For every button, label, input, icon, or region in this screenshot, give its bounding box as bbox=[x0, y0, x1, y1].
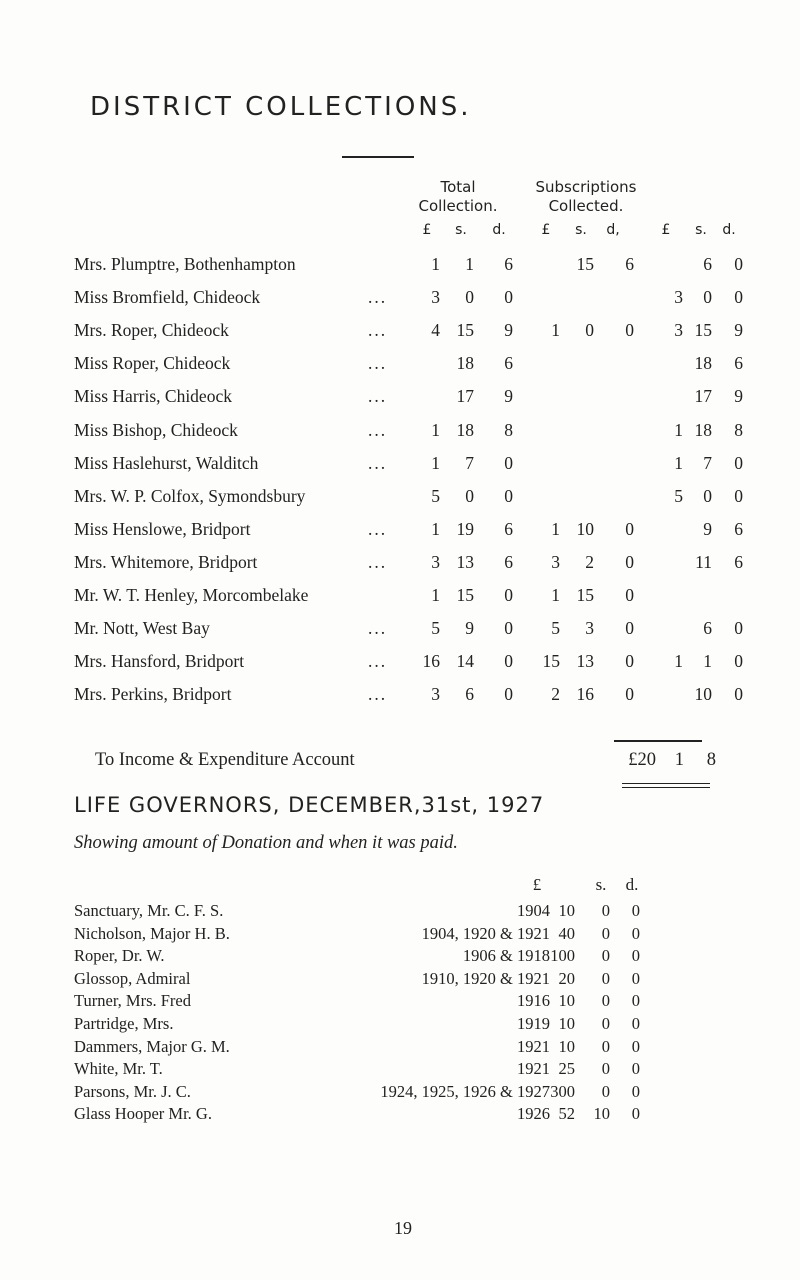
governor-name: Sanctuary, Mr. C. F. S. bbox=[74, 901, 224, 920]
donation-shillings: 0 bbox=[601, 1081, 610, 1101]
total-amount-cell: 0 bbox=[465, 287, 474, 308]
donation-pence: 0 bbox=[631, 1081, 640, 1101]
net-amount-cell: 6 bbox=[703, 618, 712, 639]
donation-pounds: 10 bbox=[558, 1014, 575, 1033]
unit-label: £ bbox=[541, 222, 551, 238]
donation-pence: 0 bbox=[631, 1014, 640, 1033]
donation-shillings: 0 bbox=[601, 901, 610, 920]
governor-name: Parsons, Mr. J. C. bbox=[74, 1081, 191, 1101]
unit-label: £ bbox=[661, 222, 671, 238]
total-amount-cell: 7 bbox=[465, 452, 474, 473]
subs-amount-cell: 1 bbox=[551, 320, 560, 341]
unit-label: s. bbox=[695, 222, 707, 238]
leader-dots: ... bbox=[368, 320, 388, 341]
subs-amount-cell: 5 bbox=[551, 618, 560, 639]
total-amount-cell: 3 bbox=[431, 551, 440, 572]
net-amount-cell: 11 bbox=[695, 551, 712, 572]
leader-dots: ... bbox=[368, 419, 388, 440]
donation-years: 1904, 1920 & 1921 bbox=[421, 923, 550, 943]
collector-name: Mrs. Plumptre, Bothenhampton bbox=[74, 254, 296, 274]
net-amount-cell: 1 bbox=[674, 419, 683, 440]
total-amount-cell: 1 bbox=[431, 585, 440, 605]
total-amount-cell: 5 bbox=[431, 618, 440, 639]
total-amount-cell: 1 bbox=[431, 518, 440, 539]
donation-shillings: 10 bbox=[593, 1104, 610, 1124]
total-amount-cell: 6 bbox=[504, 551, 513, 572]
net-amount-cell: 15 bbox=[694, 320, 712, 341]
donation-years: 1904 bbox=[517, 901, 550, 920]
governor-name: Nicholson, Major H. B. bbox=[74, 923, 230, 943]
collector-name: Mrs. Perkins, Bridport bbox=[74, 684, 232, 705]
collector-name: Miss Bishop, Chideock bbox=[74, 419, 238, 440]
total-amount-cell: 9 bbox=[504, 320, 513, 341]
net-amount-cell: 0 bbox=[734, 452, 743, 473]
governor-name: White, Mr. T. bbox=[74, 1059, 163, 1079]
net-amount-cell: 3 bbox=[674, 287, 683, 308]
page-title: DISTRICT COLLECTIONS. bbox=[90, 92, 472, 122]
net-amount-cell: 0 bbox=[734, 651, 743, 672]
collector-name: Miss Harris, Chideock bbox=[74, 386, 232, 407]
leader-dots: ... bbox=[368, 551, 388, 572]
donation-years: 1910, 1920 & 1921 bbox=[421, 968, 550, 988]
life-governors-title: LIFE GOVERNORS, DECEMBER,31st, 1927 bbox=[74, 793, 545, 817]
subs-header-line2: Collected. bbox=[548, 197, 624, 215]
donation-pounds: 20 bbox=[558, 968, 575, 988]
leader-dots: ... bbox=[368, 518, 388, 539]
leader-dots: ... bbox=[368, 452, 388, 473]
leader-dots: ... bbox=[368, 287, 388, 308]
subs-amount-cell: 0 bbox=[625, 684, 634, 705]
subscriptions-column-header bbox=[521, 178, 651, 216]
donation-shillings: 0 bbox=[601, 923, 610, 943]
donation-pounds: 100 bbox=[550, 946, 575, 966]
total-amount-cell: 8 bbox=[504, 419, 513, 440]
unit-label: s. bbox=[455, 222, 467, 238]
net-amount-cell: 6 bbox=[703, 254, 712, 274]
collector-name: Mrs. Roper, Chideock bbox=[74, 320, 229, 341]
net-amount-cell: 17 bbox=[694, 386, 712, 407]
donation-pounds: 52 bbox=[558, 1104, 575, 1124]
unit-label: d. bbox=[722, 222, 736, 238]
total-amount-cell: 17 bbox=[456, 386, 474, 407]
governor-name: Glossop, Admiral bbox=[74, 968, 191, 988]
donation-shillings: 0 bbox=[601, 1036, 610, 1056]
donation-years: 1924, 1925, 1926 & 1927 bbox=[380, 1081, 550, 1101]
income-shillings: 1 bbox=[674, 750, 684, 770]
subs-amount-cell: 15 bbox=[542, 651, 560, 672]
total-amount-cell: 16 bbox=[422, 651, 440, 672]
net-amount-cell: 6 bbox=[734, 551, 743, 572]
donation-shillings: 0 bbox=[601, 946, 610, 966]
donation-pence: 0 bbox=[631, 1036, 640, 1056]
governor-name: Turner, Mrs. Fred bbox=[74, 991, 191, 1011]
leader-dots: ... bbox=[368, 651, 388, 672]
unit-label: d. bbox=[492, 222, 506, 238]
donation-pence: 0 bbox=[631, 991, 640, 1011]
leader-dots: ... bbox=[368, 684, 388, 705]
subs-amount-cell: 0 bbox=[625, 651, 634, 672]
donation-pence: 0 bbox=[631, 946, 640, 966]
leader-dots: ... bbox=[368, 386, 388, 407]
subs-amount-cell: 13 bbox=[576, 651, 594, 672]
donation-pounds: 10 bbox=[558, 1036, 575, 1056]
net-amount-cell: 9 bbox=[734, 320, 743, 341]
donation-pounds: 300 bbox=[550, 1081, 575, 1101]
total-amount-cell: 0 bbox=[504, 684, 513, 705]
total-amount-cell: 4 bbox=[431, 320, 440, 341]
collector-name: Miss Roper, Chideock bbox=[74, 353, 231, 374]
income-pence: 8 bbox=[706, 750, 716, 770]
total-header-line1: Total bbox=[440, 178, 476, 196]
donation-years: 1926 bbox=[517, 1104, 550, 1124]
subs-amount-cell: 15 bbox=[576, 585, 594, 605]
net-amount-cell: 8 bbox=[734, 419, 743, 440]
total-amount-cell: 1 bbox=[431, 254, 440, 274]
total-rule bbox=[614, 740, 702, 742]
donation-pence: 0 bbox=[631, 923, 640, 943]
total-column-header bbox=[398, 178, 518, 216]
donation-shillings: 0 bbox=[601, 991, 610, 1011]
total-amount-cell: 0 bbox=[504, 287, 513, 308]
total-amount-cell: 1 bbox=[465, 254, 474, 274]
total-amount-cell: 19 bbox=[456, 518, 474, 539]
net-amount-cell: 10 bbox=[694, 684, 712, 705]
total-amount-cell: 9 bbox=[504, 386, 513, 407]
total-amount-cell: 6 bbox=[504, 518, 513, 539]
net-amount-cell: 0 bbox=[703, 287, 712, 308]
collector-name: Mr. W. T. Henley, Morcombelake bbox=[74, 585, 309, 605]
donation-years: 1906 & 1918 bbox=[462, 946, 550, 966]
net-amount-cell: 5 bbox=[674, 485, 683, 506]
total-amount-cell: 14 bbox=[456, 651, 474, 672]
net-amount-cell: 18 bbox=[694, 419, 712, 440]
subs-amount-cell: 0 bbox=[625, 518, 634, 539]
total-amount-cell: 15 bbox=[456, 320, 474, 341]
total-amount-cell: 6 bbox=[504, 353, 513, 374]
donation-shillings: 0 bbox=[601, 1014, 610, 1033]
subs-amount-cell: 0 bbox=[585, 320, 594, 341]
subs-header-line1: Subscriptions bbox=[535, 178, 637, 196]
subs-amount-cell: 3 bbox=[585, 618, 594, 639]
donation-pence: 0 bbox=[631, 968, 640, 988]
donation-pounds: 10 bbox=[558, 901, 575, 920]
donation-pence: 0 bbox=[631, 1059, 640, 1079]
donation-years: 1919 bbox=[517, 1014, 550, 1033]
collector-name: Mrs. Whitemore, Bridport bbox=[74, 551, 258, 572]
unit-label: s. bbox=[575, 222, 587, 238]
net-amount-cell: 0 bbox=[734, 618, 743, 639]
subs-amount-cell: 1 bbox=[551, 518, 560, 539]
collector-name: Miss Bromfield, Chideock bbox=[74, 287, 261, 308]
total-amount-cell: 1 bbox=[431, 452, 440, 473]
income-pounds: £20 bbox=[628, 750, 656, 770]
net-amount-cell: 0 bbox=[734, 485, 743, 506]
net-amount-cell: 0 bbox=[734, 684, 743, 705]
net-amount-cell: 1 bbox=[674, 452, 683, 473]
net-amount-cell: 9 bbox=[703, 518, 712, 539]
subs-amount-cell: 0 bbox=[625, 585, 634, 605]
donation-pounds: 25 bbox=[558, 1059, 575, 1079]
donation-pounds: 10 bbox=[558, 991, 575, 1011]
total-amount-cell: 0 bbox=[504, 618, 513, 639]
donation-pence: 0 bbox=[631, 1104, 640, 1124]
collector-name: Mrs. Hansford, Bridport bbox=[74, 651, 245, 672]
governor-name: Dammers, Major G. M. bbox=[74, 1036, 230, 1056]
unit-label: d. bbox=[625, 875, 639, 894]
governor-name: Partridge, Mrs. bbox=[74, 1014, 174, 1033]
total-amount-cell: 3 bbox=[431, 287, 440, 308]
subs-amount-cell: 3 bbox=[551, 551, 560, 572]
net-amount-cell: 7 bbox=[703, 452, 712, 473]
total-amount-cell: 18 bbox=[456, 353, 474, 374]
collector-name: Miss Henslowe, Bridport bbox=[74, 518, 251, 539]
net-amount-cell: 0 bbox=[703, 485, 712, 506]
unit-label: d, bbox=[606, 222, 620, 238]
subs-amount-cell: 0 bbox=[625, 320, 634, 341]
net-amount-cell: 0 bbox=[734, 254, 743, 274]
total-amount-cell: 0 bbox=[504, 452, 513, 473]
subs-amount-cell: 1 bbox=[551, 585, 560, 605]
total-amount-cell: 1 bbox=[431, 419, 440, 440]
unit-label: £ bbox=[532, 875, 542, 894]
total-amount-cell: 13 bbox=[456, 551, 474, 572]
total-amount-cell: 0 bbox=[465, 485, 474, 506]
net-amount-cell: 1 bbox=[703, 651, 712, 672]
net-amount-cell: 18 bbox=[694, 353, 712, 374]
donation-shillings: 0 bbox=[601, 968, 610, 988]
governor-name: Roper, Dr. W. bbox=[74, 946, 165, 966]
total-amount-cell: 9 bbox=[465, 618, 474, 639]
leader-dots: ... bbox=[368, 353, 388, 374]
subs-amount-cell: 0 bbox=[625, 551, 634, 572]
net-amount-cell: 0 bbox=[734, 287, 743, 308]
total-amount-cell: 0 bbox=[504, 585, 513, 605]
total-amount-cell: 0 bbox=[504, 651, 513, 672]
income-line-label: To Income & Expenditure Account bbox=[95, 750, 355, 770]
life-governors-subtitle: Showing amount of Donation and when it was paid. bbox=[74, 833, 458, 853]
double-rule bbox=[622, 783, 710, 788]
total-header-line2: Collection. bbox=[418, 197, 498, 215]
total-amount-cell: 5 bbox=[431, 485, 440, 506]
subs-amount-cell: 2 bbox=[551, 684, 560, 705]
subs-amount-cell: 0 bbox=[625, 618, 634, 639]
net-amount-cell: 9 bbox=[734, 386, 743, 407]
total-amount-cell: 15 bbox=[456, 585, 474, 605]
total-amount-cell: 3 bbox=[431, 684, 440, 705]
collector-name: Mrs. W. P. Colfox, Symondsbury bbox=[74, 485, 306, 506]
leader-dots: ... bbox=[368, 618, 388, 639]
donation-shillings: 0 bbox=[601, 1059, 610, 1079]
total-amount-cell: 0 bbox=[504, 485, 513, 506]
donation-years: 1916 bbox=[517, 991, 550, 1011]
unit-label: £ bbox=[422, 222, 432, 238]
collector-name: Miss Haslehurst, Walditch bbox=[74, 452, 259, 473]
total-amount-cell: 18 bbox=[456, 419, 474, 440]
net-amount-cell: 3 bbox=[674, 320, 683, 341]
total-amount-cell: 6 bbox=[504, 254, 513, 274]
donation-years: 1921 bbox=[517, 1036, 550, 1056]
unit-label: s. bbox=[595, 875, 607, 894]
donation-pounds: 40 bbox=[558, 923, 575, 943]
net-amount-cell: 1 bbox=[674, 651, 683, 672]
subs-amount-cell: 2 bbox=[585, 551, 594, 572]
donation-pence: 0 bbox=[631, 901, 640, 920]
subs-amount-cell: 6 bbox=[625, 254, 634, 274]
subs-amount-cell: 15 bbox=[576, 254, 594, 274]
net-amount-cell: 6 bbox=[734, 518, 743, 539]
total-amount-cell: 6 bbox=[465, 684, 474, 705]
net-amount-cell: 6 bbox=[734, 353, 743, 374]
subs-amount-cell: 16 bbox=[576, 684, 594, 705]
governor-name: Glass Hooper Mr. G. bbox=[74, 1104, 212, 1124]
page-number: 19 bbox=[394, 1218, 412, 1238]
donation-years: 1921 bbox=[517, 1059, 550, 1079]
collector-name: Mr. Nott, West Bay bbox=[74, 618, 210, 639]
subs-amount-cell: 10 bbox=[576, 518, 594, 539]
title-rule bbox=[342, 156, 414, 158]
